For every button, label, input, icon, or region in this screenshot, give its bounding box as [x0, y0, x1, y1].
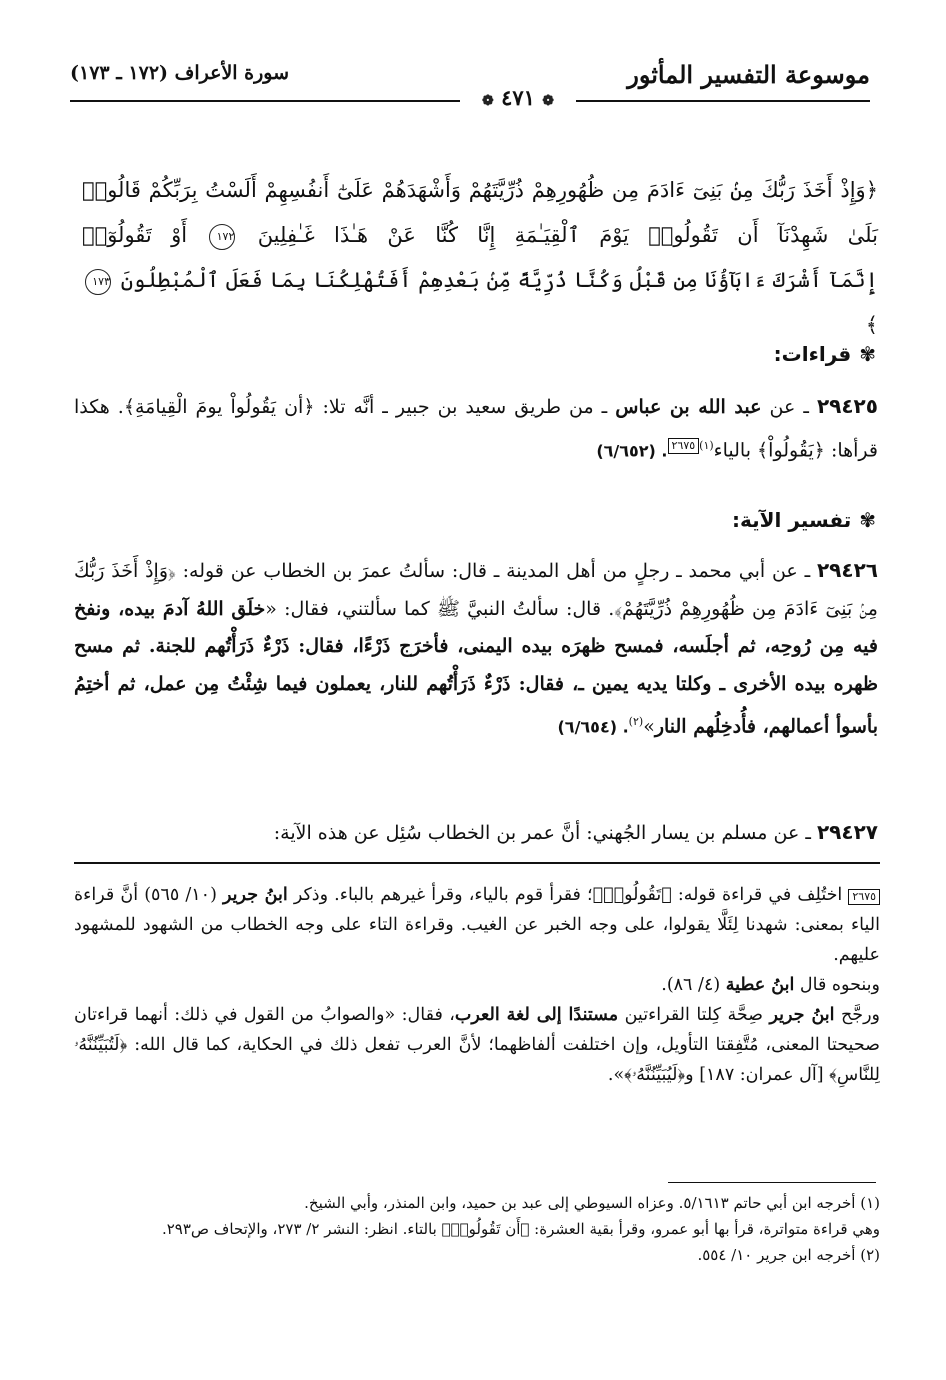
- verse-number-marker: ١٧٣: [85, 269, 111, 295]
- entry-number: ٢٩٤٢٦: [816, 558, 878, 582]
- book-title: موسوعة التفسير المأثور: [627, 60, 870, 89]
- hadith-text: خلَق اللهُ آدمَ بيده، ونفخ فيه مِن رُوحِه، ثم أجلَسه، فمسح ظهرَه بيده اليمنى، فأخرَج ذَرْءًا، فقال: ذَرْءٌ ذَرَأْتُهم للجنة. ثم مسح ظهره بيده الأخرى ـ وكلتا يديه يمين ـ، فقال: ذَرْءٌ ذَرَأْتُهم للنار، يعملون فيما شِئْتُ مِن عمل، ثم أختِمُ بأسوأ أعمالهم، فأُدخِلُهم النار: [74, 597, 878, 738]
- entry-29426: ٢٩٤٢٦ ـ عن أبي محمد ـ رجلٍ من أهل المدينة ـ قال: سألتُ عمرَ بن الخطاب عن قوله: ﴿وَإِذْ أَخَذَ رَبُّكَ مِنۢ بَنِىٓ ءَادَمَ مِن ظُهُورِهِمْ ذُرِّيَّتَهُمْ﴾. قال: سألتُ النبيَّ ﷺ كما سألتني، فقال: «خلَق اللهُ آدمَ بيده، ونفخ فيه مِن رُوحِه، ثم أجلَسه، فمسح ظهرَه بيده اليمنى، فأخرَج ذَرْءًا، فقال: ذَرْءٌ ذَرَأْتُهم للجنة. ثم مسح ظهره بيده الأخرى ـ وكلتا يديه يمين ـ، فقال: ذَرْءٌ ذَرَأْتُهم للنار، يعملون فيما شِئْتُ مِن عمل، ثم أختِمُ بأسوأ أعمالهم، فأُدخِلُهم النار»$^{(٢)}$. (٦/٦٥٤): [74, 558, 878, 738]
- source-ref: . (٦/٦٥٢): [596, 440, 668, 460]
- verse-close-bracket: ﴾: [865, 313, 878, 337]
- quran-verse-block: [82, 168, 878, 348]
- entry-29427: ٢٩٤٢٧ ـ عن مسلم بن يسار الجُهني: أنَّ عمر بن الخطاب سُئِل عن هذه الآية:: [273, 820, 878, 844]
- note-box-ref: ٢٦٧٥: [848, 889, 880, 905]
- note-box-ref: ٢٦٧٥: [668, 438, 700, 454]
- narrator-name: عبد الله بن عباس: [615, 396, 762, 418]
- verse-line-1: ﴿وَإِذْ أَخَذَ رَبُّكَ مِنۢ بَنِىٓ ءَادَمَ مِن ظُهُورِهِمْ ذُرِّيَّتَهُمْ وَأَشْهَدَهُمْ عَلَىٰٓ أَنفُسِهِمْ أَلَسْتُ بِرَبِّكُمْ: [148, 178, 878, 202]
- verse-line-3: إِنَّمَآ أَشْرَكَ ءَابَآؤُنَا مِن قَبْلُ وَكُنَّا ذُرِّيَّةً مِّنۢ بَعْدِهِمْ أَفَتُهْلِكُنَا بِمَا فَعَلَ ٱلْمُبْطِلُونَ: [120, 268, 878, 292]
- footnote-2: (٢) أخرجه ابن جرير ١٠/ ٥٥٤.: [697, 1246, 880, 1264]
- ornament-icon: ❁: [542, 93, 554, 109]
- section-heading-tafsir: ✾تفسير الآية:: [732, 508, 876, 532]
- page-number-box: [460, 85, 576, 110]
- note-paragraph: ٢٦٧٥ اختُلِف في قراءة قوله: ﴿تَقُولُوا۟﴾؛ فقرأ قوم بالياء، وقرأ غيرهم بالباء. وذكر ابنُ جرير (١٠/ ٥٦٥) أنَّ قراءة الياء بمعنى: شهدنا لِئَلَّا يقولوا، على وجه الخبر عن الغيب. وقراءة التاء على وجه الخطاب من الشهود للمشهود عليهم.: [74, 885, 880, 965]
- source-ref: . (٦/٦٥٤): [557, 717, 629, 737]
- verse-line-2a: قَالُوا۟ بَلَىٰ شَهِدْنَآ أَن تَقُولُوا۟ يَوْمَ ٱلْقِيَـٰمَةِ إِنَّا كُنَّا عَنْ هَـٰذَا غَـٰفِلِينَ: [82, 178, 878, 247]
- footnote-ref: (٢): [628, 715, 644, 728]
- note-paragraph: وبنحوه قال ابنُ عطية (٤/ ٨٦).: [661, 975, 880, 995]
- note-paragraph: ورجَّح ابنُ جرير صِحَّة كِلتا القراءتين مستندًا إلى لغة العرب، فقال: «والصوابُ من القول في ذلك: أنهما قراءتان صحيحتا المعنى، مُتَّفِقتا التأويل، وإن اختلفت ألفاظهما؛ لأنَّ العرب تفعل ذلك في الحكاية، كما قال الله: ﴿لَتُبَيِّنُنَّهُۥ لِلنَّاسِ﴾ [آل عمران: ١٨٧] و﴿لَيُبَيِّنُنَّهُۥ﴾».: [74, 1005, 880, 1085]
- notes-separator: [74, 862, 880, 864]
- flower-icon: ✾: [859, 508, 876, 532]
- page-number: ٤٧١: [501, 85, 535, 110]
- footnote-ref: (١): [699, 438, 714, 452]
- entry-number: ٢٩٤٢٧: [816, 820, 878, 844]
- footnote-separator: [668, 1182, 876, 1183]
- footnote-1-cont: وهي قراءة متواترة، قرأ بها أبو عمرو، وقرأ بقية العشرة: ﴿أَن تَقُولُوا۟﴾ بالتاء. انظر: النشر ٢/ ٢٧٣، والإتحاف ص٢٩٣.: [161, 1220, 880, 1238]
- surah-title: سورة الأعراف (١٧٢ ـ ١٧٣): [70, 62, 290, 84]
- entry-29425: ٢٩٤٢٥ ـ عن عبد الله بن عباس ـ من طريق سعيد بن جبير ـ أنَّه تلا: ﴿أن يَقُولُواْ يومَ الْقِيامَةِ﴾. هكذا قرأها: ﴿يَقُولُواْ﴾ بالياء$^{(١)}$٢٦٧٥. (٦/٦٥٢): [74, 394, 878, 461]
- commentary-notes: [74, 880, 880, 1090]
- verse-number-marker: ١٧٢: [209, 224, 235, 250]
- footnotes: [74, 1190, 880, 1268]
- footnote-1: (١) أخرجه ابن أبي حاتم ٥/١٦١٣. وعزاه السيوطي إلى عبد بن حميد، وابن المنذر، وأبي الشيخ.: [304, 1194, 880, 1212]
- running-header: [70, 54, 870, 110]
- section-heading-qiraat: ✾قراءات:: [773, 342, 876, 366]
- ornament-icon: ❁: [482, 93, 494, 109]
- flower-icon: ✾: [859, 342, 876, 366]
- entry-number: ٢٩٤٢٥: [816, 394, 878, 418]
- verse-line-2b: أَوْ تَقُولُوٓا۟: [82, 223, 188, 247]
